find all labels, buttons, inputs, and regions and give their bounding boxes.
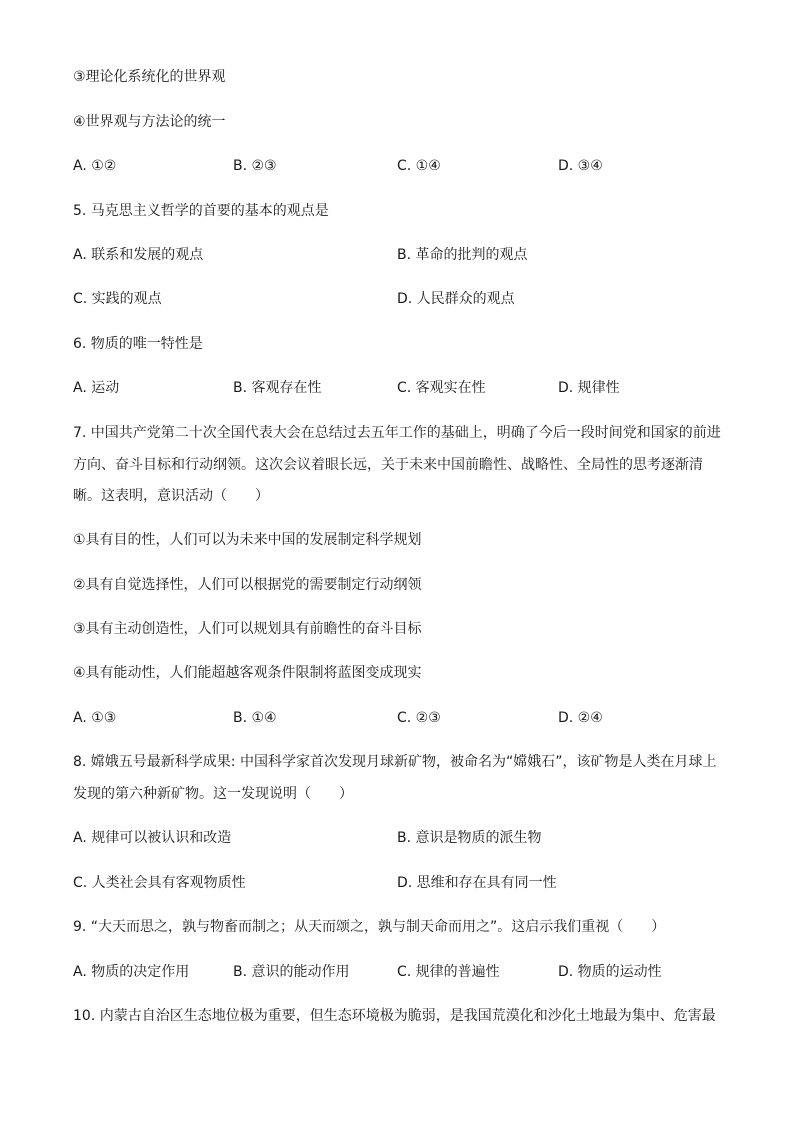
- q5-option-d: D. 人民群众的观点: [397, 291, 515, 307]
- q4-option-b: B. ②③: [233, 158, 277, 174]
- q4-option-a: A. ①②: [73, 158, 117, 174]
- q7-option-d: D. ②④: [558, 710, 603, 726]
- q4-option-d: D. ③④: [558, 158, 603, 174]
- q9-option-d: D. 物质的运动性: [558, 964, 662, 980]
- q7-stem-line-3: 晰。这表明，意识活动（ ）: [73, 488, 269, 504]
- q4-option-c: C. ①④: [397, 158, 441, 174]
- q8-option-b: B. 意识是物质的派生物: [397, 830, 542, 846]
- q6-option-a: A. 运动: [73, 380, 120, 396]
- q6-option-d: D. 规律性: [558, 380, 620, 396]
- q7-statement-4: ④具有能动性，人们能超越客观条件限制将蓝图变成现实: [73, 665, 422, 681]
- statement-4: ④世界观与方法论的统一: [73, 114, 226, 130]
- q7-statement-3: ③具有主动创造性，人们可以规划具有前瞻性的奋斗目标: [73, 621, 422, 637]
- q8-option-a: A. 规律可以被认识和改造: [73, 830, 232, 846]
- q5-option-c: C. 实践的观点: [73, 291, 162, 307]
- q5-option-a: A. 联系和发展的观点: [73, 247, 204, 263]
- q5-stem: 5. 马克思主义哲学的首要的基本的观点是: [73, 203, 329, 219]
- q9-stem: 9. “大天而思之，孰与物畜而制之；从天而颂之，孰与制天命而用之”。这启示我们重视（ ）: [73, 919, 666, 935]
- q7-option-a: A. ①③: [73, 710, 117, 726]
- q8-option-c: C. 人类社会具有客观物质性: [73, 875, 246, 891]
- q8-stem-line-1: 8. 嫦娥五号最新科学成果: 中国科学家首次发现月球新矿物，被命名为“嫦娥石”，该矿物是人类在月球上: [73, 754, 717, 770]
- q5-option-b: B. 革命的批判的观点: [397, 247, 528, 263]
- statement-3: ③理论化系统化的世界观: [73, 69, 226, 85]
- q7-stem-line-1: 7. 中国共产党第二十次全国代表大会在总结过去五年工作的基础上，明确了今后一段时间党和国家的前进: [73, 425, 721, 441]
- q9-option-c: C. 规律的普遍性: [397, 964, 500, 980]
- q7-statement-1: ①具有目的性，人们可以为未来中国的发展制定科学规划: [73, 532, 422, 548]
- q6-option-c: C. 客观实在性: [397, 380, 486, 396]
- q6-option-b: B. 客观存在性: [233, 380, 322, 396]
- q10-stem-line-1: 10. 内蒙古自治区生态地位极为重要，但生态环境极为脆弱，是我国荒漠化和沙化土地最为集中、危害最: [73, 1008, 716, 1024]
- q8-option-d: D. 思维和存在具有同一性: [397, 875, 557, 891]
- q6-stem: 6. 物质的唯一特性是: [73, 336, 203, 352]
- q8-stem-line-2: 发现的第六种新矿物。这一发现说明（ ）: [73, 786, 353, 802]
- q7-statement-2: ②具有自觉选择性，人们可以根据党的需要制定行动纲领: [73, 577, 422, 593]
- q9-option-b: B. 意识的能动作用: [233, 964, 350, 980]
- q7-option-b: B. ①④: [233, 710, 277, 726]
- q7-stem-line-2: 方向、奋斗目标和行动纲领。这次会议着眼长远，关于未来中国前瞻性、战略性、全局性的思考逐渐清: [73, 457, 703, 473]
- q7-option-c: C. ②③: [397, 710, 441, 726]
- q9-option-a: A. 物质的决定作用: [73, 964, 190, 980]
